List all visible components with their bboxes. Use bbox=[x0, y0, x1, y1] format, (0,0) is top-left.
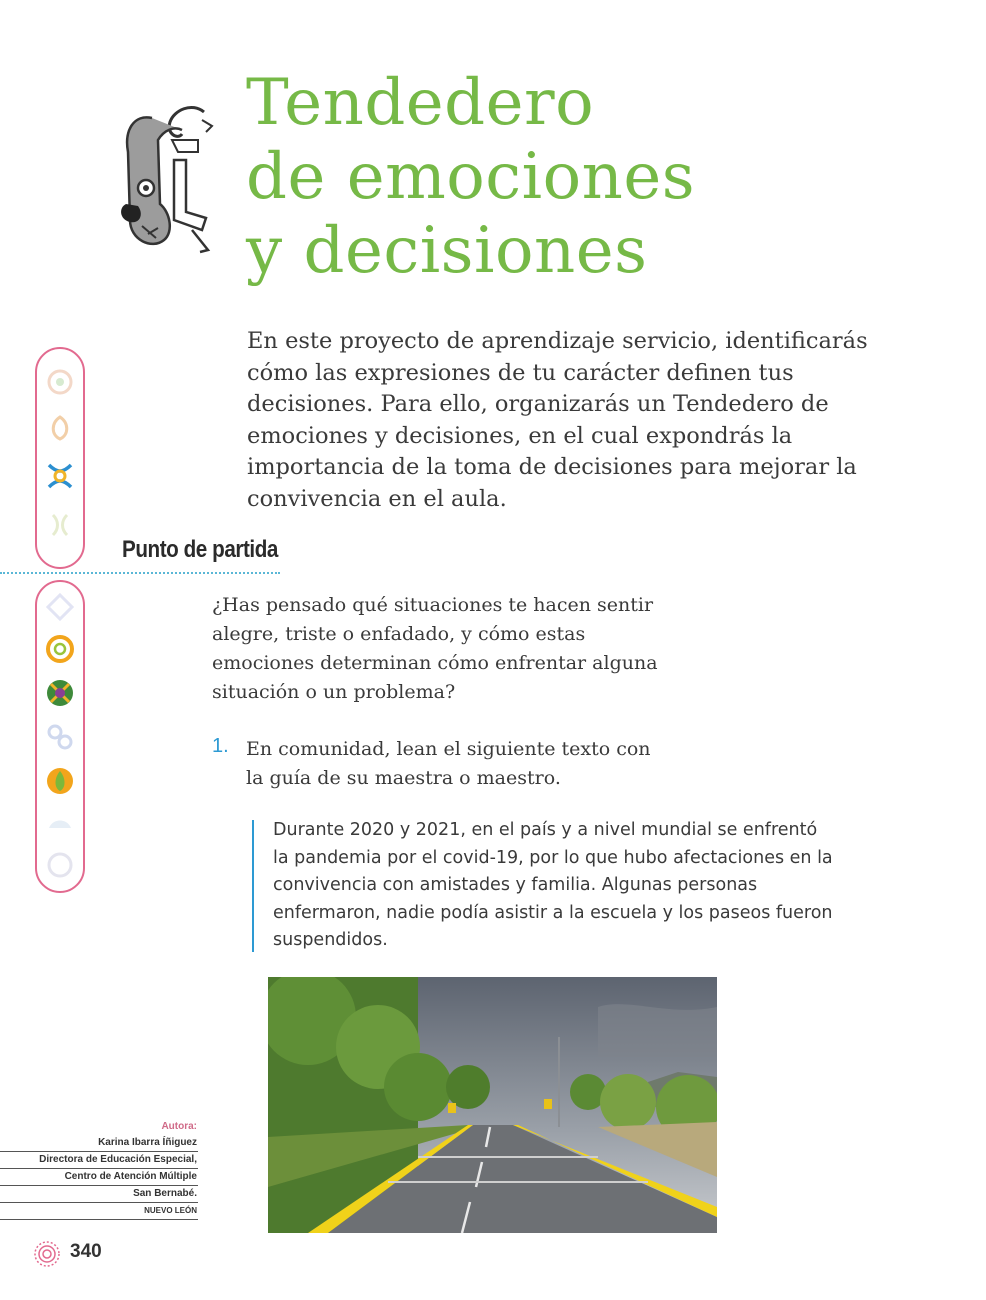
side-panel-fields bbox=[35, 347, 85, 569]
step-instruction: En comunidad, lean el siguiente texto con la guía de su maestra o maestro. bbox=[246, 738, 651, 789]
axis-icon-orange bbox=[45, 634, 75, 664]
community-field-icon bbox=[45, 461, 75, 491]
section-divider bbox=[0, 572, 280, 574]
side-panel-axes bbox=[35, 580, 85, 893]
monkey-glyph-illustration bbox=[112, 100, 216, 256]
title-line-3: y decisiones bbox=[246, 214, 648, 288]
axis-icon-faded-4 bbox=[45, 850, 75, 880]
opening-question: ¿Has pensado qué situaciones te hacen sentir alegre, triste o enfadado, y cómo estas emociones determinan cómo enfrentar alguna situación o un problema? bbox=[212, 594, 658, 703]
author-credits bbox=[0, 1119, 198, 1220]
page-number: 340 bbox=[70, 1241, 102, 1262]
credit-role: Directora de Educación Especial, bbox=[0, 1152, 198, 1169]
reading-passage: Durante 2020 y 2021, en el país y a nivel mundial se enfrentó la pandemia por el covid-19, por lo que hubo afectaciones en la convivencia con amistades y familia. Algunas personas enfermaron, nadie podía asistir a la escuela y los paseos fueron suspendidos. bbox=[273, 820, 833, 950]
page-ornament-icon bbox=[33, 1240, 61, 1268]
credit-place: San Bernabé. bbox=[0, 1186, 198, 1203]
page-title bbox=[246, 66, 695, 288]
field-icon-faded-2 bbox=[45, 413, 75, 443]
quote-bar bbox=[252, 820, 254, 952]
credit-center: Centro de Atención Múltiple bbox=[0, 1169, 198, 1186]
step-number: 1. bbox=[212, 735, 229, 757]
axis-icon-faded-3 bbox=[45, 810, 75, 840]
section-heading: Punto de partida bbox=[122, 536, 278, 563]
credit-state: NUEVO LEÓN bbox=[0, 1203, 198, 1220]
axis-icon-flame bbox=[45, 766, 75, 796]
intro-paragraph: En este proyecto de aprendizaje servicio, identificarás cómo las expresiones de tu carácter definen tus decisiones. Para ello, organizarás un Tendedero de emociones y decisiones, en el cual expondrás la importancia de la toma de decisiones para mejorar la convivencia en el aula. bbox=[247, 328, 868, 512]
field-icon-faded-3 bbox=[45, 509, 75, 539]
empty-road-photo bbox=[268, 977, 717, 1233]
axis-icon-cross bbox=[45, 678, 75, 708]
axis-icon-faded-1 bbox=[45, 592, 75, 622]
credit-label: Autora: bbox=[161, 1121, 197, 1132]
title-line-2: de emociones bbox=[246, 140, 696, 214]
field-icon-faded-1 bbox=[45, 367, 75, 397]
credit-author-name: Karina Ibarra Íñiguez bbox=[0, 1135, 198, 1152]
title-line-1: Tendedero bbox=[246, 66, 595, 140]
axis-icon-faded-2 bbox=[45, 722, 75, 752]
